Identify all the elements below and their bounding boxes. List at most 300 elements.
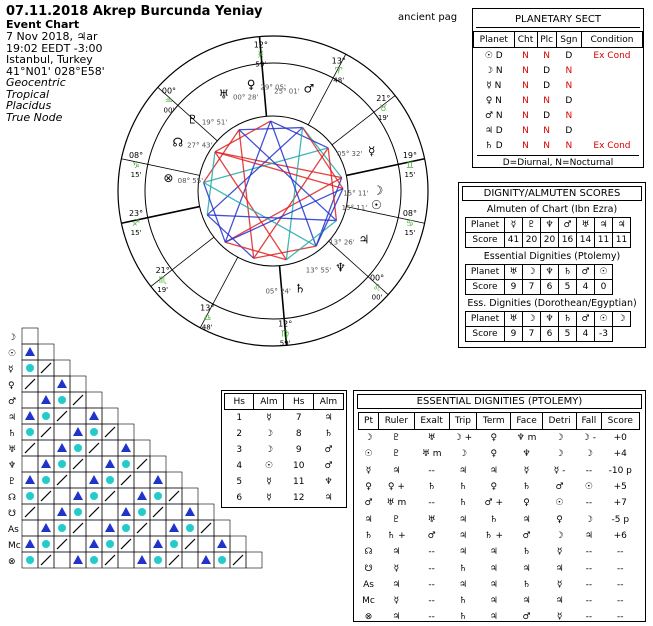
aspect-conjunction-icon bbox=[26, 364, 34, 372]
score-value: 5 bbox=[559, 327, 577, 342]
aspect-conjunction-icon bbox=[42, 476, 50, 484]
grid-cell bbox=[22, 392, 38, 408]
aspect-minor-icon bbox=[73, 395, 83, 405]
planet-glyph-icon: ♀ bbox=[246, 77, 256, 92]
house-number: 10 bbox=[292, 461, 305, 471]
dignity-cell: ♇ bbox=[392, 433, 401, 444]
aspect-trine-icon bbox=[217, 539, 227, 548]
planetary-sect-panel bbox=[472, 8, 644, 168]
dignity-cell: ♀ bbox=[490, 433, 498, 444]
sect-col-sgn: Sgn bbox=[556, 32, 581, 48]
dignity-cell: ♃ bbox=[392, 465, 401, 476]
grid-cell bbox=[38, 440, 54, 456]
aspect-conjunction-icon bbox=[90, 492, 98, 500]
house-almuten-icon: ♆ bbox=[324, 477, 333, 487]
house-table-header: Alm bbox=[254, 394, 284, 410]
point-glyph-icon: ☊ bbox=[364, 547, 373, 558]
aspect-trine-icon bbox=[57, 507, 67, 516]
house-almuten-icon: ♃ bbox=[324, 493, 333, 503]
aspect-conjunction-icon bbox=[58, 396, 66, 404]
aspect-minor-icon bbox=[41, 491, 51, 501]
planet-glyph-icon: ♆ bbox=[541, 218, 559, 233]
grid-glyph-icon: ♅ bbox=[8, 445, 17, 455]
grid-cell bbox=[86, 392, 102, 408]
aspect-conjunction-icon bbox=[138, 508, 146, 516]
planet-glyph-icon: ♅ bbox=[577, 218, 595, 233]
grid-cell bbox=[118, 552, 134, 568]
cusp-degree: 13° bbox=[200, 303, 215, 313]
essential-header: Detri bbox=[542, 413, 576, 430]
grid-cell bbox=[118, 488, 134, 504]
aspect-conjunction-icon bbox=[74, 444, 82, 452]
aspect-minor-icon bbox=[169, 555, 179, 565]
cusp-minute: 15' bbox=[404, 229, 416, 238]
planet-glyph-icon: ☉ bbox=[595, 265, 613, 280]
sect-condition bbox=[581, 108, 642, 123]
grid-cell bbox=[230, 536, 246, 552]
aspect-trine-icon bbox=[57, 443, 67, 452]
planet-glyph-icon: ♂ bbox=[577, 312, 595, 327]
grid-cell bbox=[70, 408, 86, 424]
house-table-header: Hs bbox=[225, 394, 254, 410]
cusp-degree: 12° bbox=[253, 40, 268, 50]
dignity-cell: +4 bbox=[613, 449, 627, 460]
sect-condition bbox=[581, 123, 642, 138]
aspect-trine-icon bbox=[105, 459, 115, 468]
dignity-cell: -- bbox=[617, 612, 624, 623]
house-almuten-icon: ♃ bbox=[324, 413, 333, 423]
cusp-minute: 19' bbox=[377, 113, 389, 122]
house-almuten-icon: ♂ bbox=[324, 445, 333, 455]
row-label-planet: Planet bbox=[466, 312, 505, 327]
aspect-line bbox=[207, 152, 215, 215]
score-value: 11 bbox=[595, 233, 613, 248]
ptolemy-title: Essential Dignities (Ptolemy) bbox=[483, 251, 621, 262]
aspect-trine-icon bbox=[137, 491, 147, 500]
cusp-sign-icon: ♒ bbox=[164, 96, 173, 107]
place-line: Istanbul, Turkey bbox=[6, 53, 93, 66]
sect-planet: ♄ D bbox=[484, 140, 503, 151]
cusp-degree: 08° bbox=[402, 209, 418, 219]
aspect-trine-icon bbox=[121, 443, 131, 452]
dignity-cell: ♄ bbox=[458, 563, 468, 574]
dignity-cell: ♇ bbox=[392, 514, 401, 525]
cusp-minute: 48' bbox=[201, 323, 213, 332]
cusp-degree: 08° bbox=[128, 150, 144, 160]
dignity-cell: -- bbox=[585, 498, 593, 509]
planet-glyph-icon: ☽ bbox=[523, 265, 541, 280]
sect-planet: ♀ N bbox=[485, 95, 502, 106]
aspect-minor-icon bbox=[57, 411, 67, 421]
aspect-minor-icon bbox=[41, 427, 51, 437]
grid-glyph-icon: ☽ bbox=[8, 333, 17, 343]
dignity-cell: ♄ bbox=[427, 482, 436, 493]
grid-glyph-icon: ☿ bbox=[8, 365, 14, 375]
dignity-cell: ☿ bbox=[556, 612, 563, 623]
grid-glyph-icon: Mc bbox=[8, 541, 21, 551]
grid-cell bbox=[54, 488, 70, 504]
dignity-cell: ☿ bbox=[393, 563, 400, 574]
dignity-cell: ☽ bbox=[555, 449, 564, 460]
score-value: 4 bbox=[577, 280, 595, 295]
sect-plc: N bbox=[543, 125, 550, 136]
planet-position: 27° 43' bbox=[187, 141, 213, 150]
aspect-minor-icon bbox=[89, 507, 99, 517]
ptolemy-score-table bbox=[465, 264, 613, 295]
row-label-planet: Planet bbox=[466, 265, 505, 280]
point-glyph-icon: Mc bbox=[362, 596, 375, 607]
essential-title: ESSENTIAL DIGNITIES (PTOLEMY) bbox=[357, 394, 642, 409]
point-glyph-icon: ♃ bbox=[364, 514, 373, 525]
aspect-trine-icon bbox=[121, 507, 131, 516]
aspect-trine-icon bbox=[25, 411, 35, 420]
planet-position: 19° 51' bbox=[201, 118, 228, 127]
aspect-conjunction-icon bbox=[170, 540, 178, 548]
aspect-line bbox=[286, 128, 302, 260]
planet-position: 25° 01' bbox=[274, 87, 300, 96]
sect-plc: N bbox=[543, 95, 550, 106]
house-number: 5 bbox=[236, 477, 243, 487]
essential-header: Trip bbox=[449, 413, 477, 430]
dignity-cell: -- bbox=[428, 596, 435, 607]
point-glyph-icon: ⊗ bbox=[364, 612, 373, 623]
aspect-line bbox=[215, 152, 343, 189]
dignity-cell: +0 bbox=[613, 433, 627, 444]
grid-cell bbox=[54, 552, 70, 568]
dignity-cell: -5 p bbox=[611, 514, 630, 525]
almuten-title: Almuten of Chart (Ibn Ezra) bbox=[486, 204, 618, 215]
sect-planet: ☽ N bbox=[484, 65, 503, 76]
planet-glyph-icon: ☿ bbox=[505, 218, 523, 233]
essential-header: Face bbox=[511, 413, 543, 430]
sect-sgn: N bbox=[565, 110, 573, 121]
cusp-sign-icon: ♉ bbox=[379, 103, 388, 114]
score-value: 20 bbox=[541, 233, 559, 248]
grid-glyph-icon: ☋ bbox=[8, 509, 16, 519]
inner-ring bbox=[198, 116, 348, 266]
chart-title: 07.11.2018 Akrep Burcunda Yeniay bbox=[6, 4, 263, 19]
dignity-cell: -- bbox=[428, 498, 435, 509]
chart-subtitle: Event Chart bbox=[6, 18, 80, 31]
sect-row bbox=[474, 78, 643, 93]
dignity-cell: +6 bbox=[613, 530, 627, 541]
grid-cell bbox=[166, 472, 182, 488]
cusp-minute: 15' bbox=[404, 170, 416, 179]
chart-wheel bbox=[102, 30, 447, 360]
planet-glyph-icon: ♆ bbox=[541, 265, 559, 280]
house-number: 6 bbox=[236, 493, 243, 503]
cusp-sign-icon: ♌ bbox=[373, 283, 382, 294]
dignity-cell: ♃ bbox=[489, 563, 498, 574]
dignity-cell: ♃ bbox=[489, 465, 498, 476]
dignity-cell: -- bbox=[617, 547, 624, 558]
cusp-minute: 59' bbox=[255, 60, 267, 69]
aspect-conjunction-icon bbox=[26, 556, 34, 564]
aspect-line bbox=[271, 121, 317, 246]
sect-row bbox=[474, 108, 643, 123]
house-almuten-icon: ☿ bbox=[266, 493, 272, 503]
planet-glyph-icon: ☊ bbox=[172, 135, 184, 150]
aspect-minor-icon bbox=[57, 539, 67, 549]
cusp-degree: 00° bbox=[369, 273, 385, 283]
planet-glyph-icon: ♇ bbox=[187, 112, 198, 127]
point-glyph-icon: ☋ bbox=[364, 563, 373, 574]
point-glyph-icon: ♂ bbox=[364, 498, 373, 509]
aspect-minor-icon bbox=[89, 443, 99, 453]
score-value: 6 bbox=[541, 280, 559, 295]
aspect-minor-icon bbox=[137, 523, 147, 533]
sect-table bbox=[473, 31, 643, 153]
grid-cell bbox=[246, 552, 262, 568]
grid-glyph-icon: ♂ bbox=[8, 397, 17, 407]
dignity-cell: ♄ + bbox=[387, 530, 406, 541]
dignity-cell: ♃ bbox=[489, 612, 498, 623]
sect-condition: Ex Cond bbox=[593, 50, 631, 61]
sect-cht: N bbox=[522, 125, 529, 136]
essential-header: Exalt bbox=[414, 413, 449, 430]
grid-cell bbox=[150, 520, 166, 536]
house-number: 7 bbox=[295, 413, 302, 423]
aspect-line bbox=[239, 128, 303, 130]
dignity-cell: ♃ bbox=[392, 547, 401, 558]
sect-cht: N bbox=[522, 95, 529, 106]
dignity-cell: ♂ bbox=[555, 482, 564, 493]
dignity-cell: -- bbox=[428, 612, 435, 623]
aspect-trine-icon bbox=[25, 347, 35, 356]
aspect-trine-icon bbox=[105, 523, 115, 532]
grid-cell bbox=[70, 472, 86, 488]
aspect-conjunction-icon bbox=[74, 508, 82, 516]
sect-plc: D bbox=[543, 65, 551, 76]
grid-glyph-icon: ♀ bbox=[8, 381, 15, 391]
grid-glyph-icon: As bbox=[8, 525, 19, 535]
planet-position: 15° 11' bbox=[341, 204, 368, 213]
aspect-conjunction-icon bbox=[90, 428, 98, 436]
grid-cell bbox=[134, 472, 150, 488]
grid-cell bbox=[22, 520, 38, 536]
score-value: 41 bbox=[505, 233, 523, 248]
cusp-minute: 19' bbox=[157, 286, 169, 295]
dignity-cell: ♄ + bbox=[484, 530, 504, 541]
sect-plc: N bbox=[543, 140, 550, 151]
planet-glyph-icon: ♂ bbox=[559, 218, 577, 233]
sect-plc: D bbox=[543, 80, 551, 91]
dignity-cell: ♀ bbox=[490, 482, 498, 493]
score-value: -3 bbox=[595, 327, 613, 342]
dignity-cell: ♃ bbox=[522, 596, 531, 607]
dignity-cell: -- bbox=[617, 563, 624, 574]
cusp-minute: 59' bbox=[279, 339, 291, 348]
dignity-cell: -- bbox=[585, 465, 593, 476]
dignity-cell: ☉ bbox=[584, 482, 593, 493]
grid-cell bbox=[166, 504, 182, 520]
dignity-cell: ♅ m bbox=[386, 498, 407, 509]
dignity-cell: ☽ bbox=[555, 530, 564, 541]
dignity-cell: +5 bbox=[613, 482, 627, 493]
point-glyph-icon: ☿ bbox=[365, 465, 372, 476]
dorothean-title: Ess. Dignities (Dorothean/Egyptian) bbox=[467, 298, 637, 309]
dignity-cell: ♀ bbox=[490, 449, 498, 460]
cusp-degree: 23° bbox=[128, 209, 144, 219]
aspect-minor-icon bbox=[25, 443, 35, 453]
planet-position: 05° 24' bbox=[265, 287, 291, 296]
dignity-cell: ♅ m bbox=[421, 449, 442, 460]
aspect-trine-icon bbox=[201, 555, 211, 564]
score-value: 7 bbox=[523, 327, 541, 342]
aspect-minor-icon bbox=[73, 459, 83, 469]
grid-cell bbox=[214, 520, 230, 536]
grid-cell bbox=[102, 408, 118, 424]
dignity-cell: -- bbox=[585, 612, 593, 623]
aspect-conjunction-icon bbox=[122, 460, 130, 468]
essential-row bbox=[359, 560, 640, 576]
aspect-line bbox=[316, 178, 342, 247]
essential-header: Fall bbox=[577, 413, 601, 430]
aspect-trine-icon bbox=[41, 395, 51, 404]
aspect-trine-icon bbox=[73, 555, 83, 564]
aspect-trine-icon bbox=[41, 459, 51, 468]
row-label-planet: Planet bbox=[466, 218, 505, 233]
aspect-minor-icon bbox=[25, 379, 35, 389]
dignity-cell: ♃ bbox=[489, 547, 498, 558]
cusp-minute: 48' bbox=[333, 76, 345, 85]
planet-glyph-icon: ☽ bbox=[523, 312, 541, 327]
sect-sgn: N bbox=[565, 140, 573, 151]
cusp-degree: 13° bbox=[331, 56, 346, 66]
sect-planet: ☿ N bbox=[486, 80, 502, 91]
dignity-cell: ♃ bbox=[458, 514, 468, 525]
sect-planet: ♂ N bbox=[484, 110, 503, 121]
aspect-minor-icon bbox=[25, 507, 35, 517]
dignity-cell: -- bbox=[428, 465, 435, 476]
essential-dignities-panel bbox=[353, 390, 646, 622]
page-tag: ancient pag bbox=[398, 12, 458, 23]
sect-legend: D=Diurnal, N=Nocturnal bbox=[477, 155, 639, 168]
essential-row bbox=[359, 463, 640, 479]
sect-planet: ♃ D bbox=[484, 125, 503, 136]
dignity-cell: ♀ bbox=[556, 514, 563, 525]
aspect-minor-icon bbox=[169, 491, 179, 501]
dignity-cell: ☉ bbox=[555, 498, 564, 509]
planet-glyph-icon: ♇ bbox=[523, 218, 541, 233]
aspect-trine-icon bbox=[89, 411, 99, 420]
grid-cell bbox=[198, 504, 214, 520]
planet-position: 13° 55' bbox=[305, 266, 332, 275]
aspect-minor-icon bbox=[105, 555, 115, 565]
planet-glyph-icon: ♃ bbox=[595, 218, 613, 233]
dignity-cell: ♂ bbox=[427, 530, 436, 541]
score-value: 5 bbox=[559, 280, 577, 295]
house-table-header: Alm bbox=[313, 394, 343, 410]
aspect-trine-icon bbox=[73, 427, 83, 436]
aspect-trine-icon bbox=[73, 491, 83, 500]
sect-condition bbox=[581, 93, 642, 108]
house-number: 12 bbox=[292, 493, 305, 503]
planet-glyph-icon: ♄ bbox=[559, 312, 577, 327]
aspect-minor-icon bbox=[137, 459, 147, 469]
aspect-minor-icon bbox=[73, 523, 83, 533]
dignity-cell: ♆ bbox=[522, 449, 531, 460]
planet-glyph-icon: ♂ bbox=[577, 265, 595, 280]
dignity-cell: ♃ bbox=[458, 579, 468, 590]
dignity-cell: ♇ bbox=[392, 449, 401, 460]
sect-col-cht: Cht bbox=[514, 32, 537, 48]
cusp-minute: 00' bbox=[163, 106, 175, 115]
score-value: 9 bbox=[505, 327, 523, 342]
dignity-cell: ♆ m bbox=[516, 433, 537, 444]
dignity-cell: ☽ bbox=[584, 514, 593, 525]
aspect-minor-icon bbox=[185, 539, 195, 549]
grid-cell bbox=[182, 488, 198, 504]
score-value: 4 bbox=[577, 327, 595, 342]
point-glyph-icon: ♄ bbox=[364, 530, 373, 541]
point-glyph-icon: ☉ bbox=[364, 449, 373, 460]
house-number: 9 bbox=[295, 445, 302, 455]
aspect-trine-icon bbox=[185, 507, 195, 516]
cusp-degree: 21° bbox=[155, 266, 170, 276]
dignity-cell: ♃ bbox=[458, 530, 468, 541]
planet-position: 15° 11' bbox=[343, 189, 369, 198]
aspect-minor-icon bbox=[41, 555, 51, 565]
dignity-cell: ♃ bbox=[392, 579, 401, 590]
dignity-cell: ♃ bbox=[489, 596, 498, 607]
dignity-cell: ♄ bbox=[522, 579, 531, 590]
planet-position: 29° 05' bbox=[260, 83, 286, 92]
essential-header: Pt bbox=[359, 413, 379, 430]
dignity-cell: ♃ bbox=[522, 563, 531, 574]
essential-row bbox=[359, 479, 640, 495]
time-line: 19:02 EEDT -3:00 bbox=[6, 41, 103, 55]
grid-glyph-icon: ♇ bbox=[8, 477, 17, 487]
essential-row bbox=[359, 593, 640, 609]
planet-glyph-icon: ♂ bbox=[303, 81, 315, 96]
dignity-cell: ♃ bbox=[584, 530, 593, 541]
dignity-cell: ♄ bbox=[489, 514, 498, 525]
aspect-trine-icon bbox=[89, 475, 99, 484]
setting-geocentric: Geocentric bbox=[6, 76, 66, 89]
aspect-conjunction-icon bbox=[26, 492, 34, 500]
aspect-trine-icon bbox=[137, 555, 147, 564]
dignity-cell: ♀ bbox=[523, 498, 530, 509]
dignity-cell: ♄ bbox=[458, 482, 468, 493]
cusp-minute: 15' bbox=[130, 170, 142, 179]
cusp-sign-icon: ♍ bbox=[281, 329, 290, 340]
dignity-cell: ♂ + bbox=[484, 498, 504, 509]
dignity-cell: -- bbox=[428, 563, 435, 574]
aspect-minor-icon bbox=[105, 427, 115, 437]
planet-glyph-icon: ♅ bbox=[505, 265, 523, 280]
dignity-cell: ♃ bbox=[458, 547, 468, 558]
cusp-minute: 15' bbox=[130, 229, 142, 238]
aspect-conjunction-icon bbox=[58, 524, 66, 532]
sect-row bbox=[474, 138, 643, 153]
dignity-cell: ☿ - bbox=[553, 465, 566, 476]
setting-tropical: Tropical bbox=[6, 87, 50, 101]
house-number: 2 bbox=[236, 429, 243, 439]
planet-glyph-icon: ♃ bbox=[358, 232, 370, 247]
grid-cell bbox=[22, 328, 38, 344]
dignity-cell: -- bbox=[428, 579, 435, 590]
dignity-cell: ☿ bbox=[393, 596, 400, 607]
cusp-sign-icon: ♑ bbox=[132, 160, 141, 171]
point-glyph-icon: ♀ bbox=[365, 482, 372, 493]
planet-glyph-icon: ☿ bbox=[367, 144, 376, 159]
aspect-line bbox=[303, 128, 342, 178]
sect-col-planet: Planet bbox=[474, 32, 515, 48]
grid-glyph-icon: ♄ bbox=[8, 429, 17, 439]
aspect-conjunction-icon bbox=[26, 428, 34, 436]
aspect-minor-icon bbox=[57, 475, 67, 485]
